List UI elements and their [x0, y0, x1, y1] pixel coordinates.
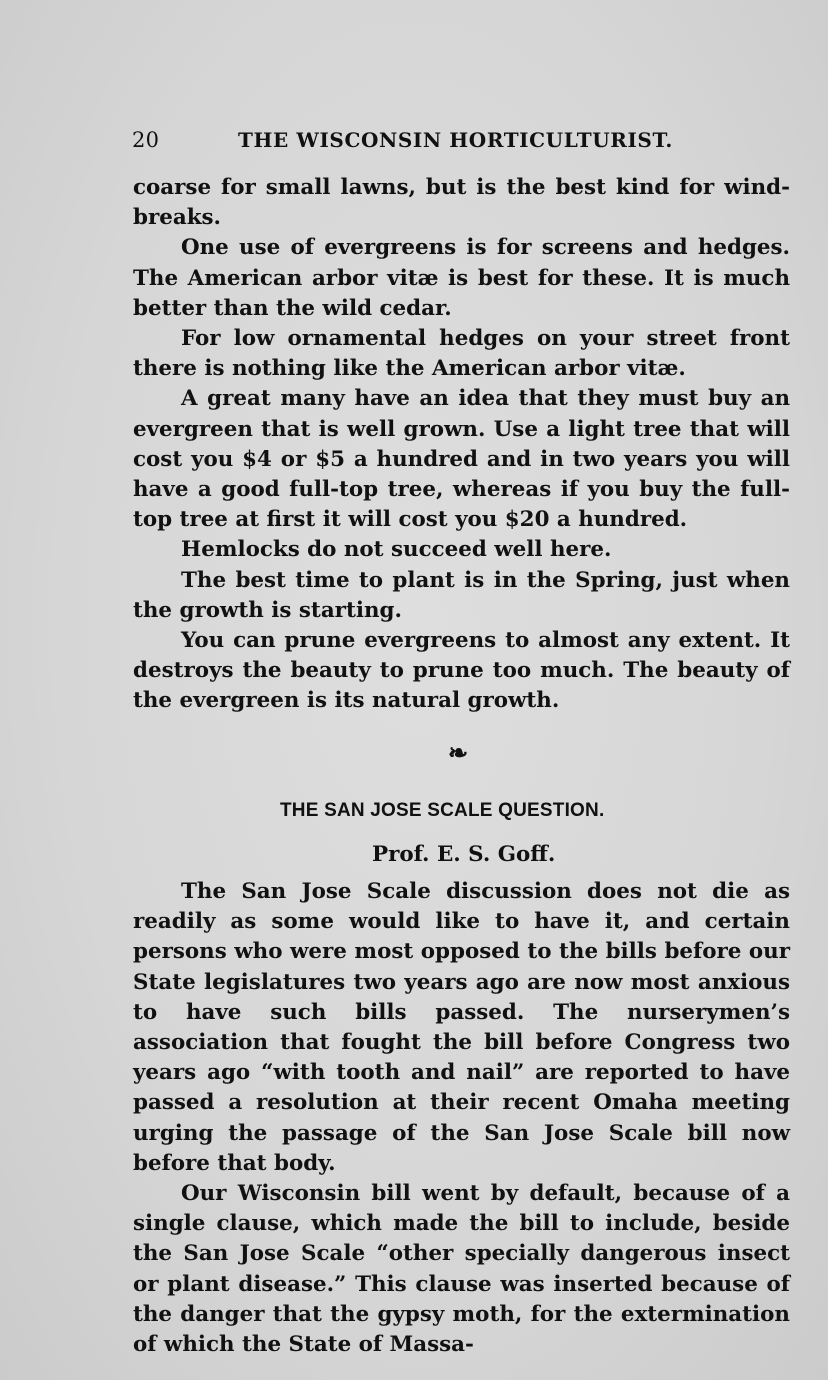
paragraph: Our Wisconsin bill went by default, because of a single clause, which made the bill to include, beside the San Jose Scale “other specially dangerous insect or plant disease.” This clause was inserted because of the danger that the gypsy moth, for the extermination of which the State of Massa-: [133, 1181, 790, 1358]
paragraph: coarse for small lawns, but is the best kind for wind-breaks.: [133, 175, 790, 231]
article-title: THE SAN JOSE SCALE QUESTION.: [280, 800, 605, 821]
page-header: [132, 128, 792, 160]
paragraph: Hemlocks do not succeed well here.: [181, 537, 612, 563]
section-divider-ornament: ❧: [448, 738, 469, 767]
section-one-text: [133, 173, 790, 717]
running-title: THE WISCONSIN HORTICULTURIST.: [238, 128, 673, 152]
paragraph: The best time to plant is in the Spring, just when the growth is starting.: [133, 567, 790, 623]
page-number: 20: [132, 128, 160, 152]
paragraph: The San Jose Scale discussion does not die as readily as some would like to have it, and certain persons who were most opposed to the bills before our State legislatures two years ago are now most anxious to have such bills passed. The nurserymen’s association that fought the bill before Congress two years ago “with tooth and nail” are reported to have passed a resolution at their recent Omaha meeting urging the passage of the San Jose Scale bill now before that body.: [133, 879, 790, 1176]
paragraph: One use of evergreens is for screens and hedges. The American arbor vitæ is best for these. It is much better than the wild cedar.: [133, 235, 790, 321]
article-author: Prof. E. S. Goff.: [372, 842, 556, 867]
article-body: [133, 877, 790, 1360]
paragraph: For low ornamental hedges on your street front there is nothing like the American arbor vitæ.: [133, 326, 790, 382]
paragraph: You can prune evergreens to almost any extent. It destroys the beauty to prune too much. The beauty of the evergreen is its natural growth.: [133, 628, 790, 714]
paragraph: A great many have an idea that they must buy an evergreen that is well grown. Use a light tree that will cost you $4 or $5 a hundred and in two years you will have a good full-top tree, whereas if you buy the full-top tree at first it will cost you $20 a hundred.: [133, 386, 790, 533]
